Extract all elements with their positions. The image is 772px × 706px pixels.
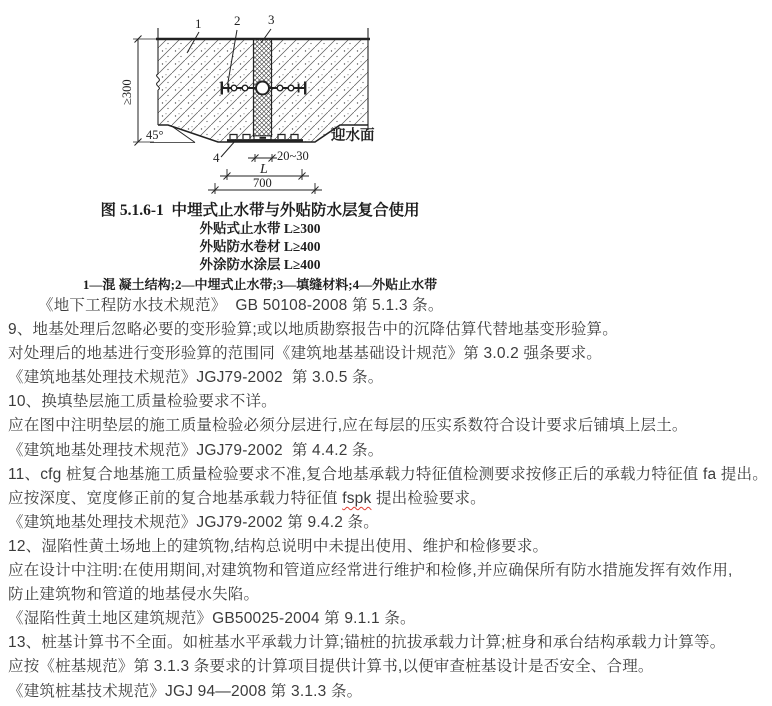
- body-line-1: 《地下工程防水技术规范》 GB 50108-2008 第 5.1.3 条。: [38, 297, 444, 314]
- body-line-3: 对处理后的地基进行变形验算的范围同《建筑地基基础设计规范》第 3.0.2 强条要求。: [8, 345, 602, 363]
- waterstop-detail-diagram: [120, 8, 430, 198]
- misspelled-term: fspk: [342, 489, 372, 507]
- water-face-label: 迎水面: [331, 128, 375, 144]
- body-line-9: [8, 487, 768, 511]
- figure-note-1: 外贴式止水带 L≥300: [199, 221, 321, 236]
- body-line-6: 应在图中注明垫层的施工质量检验必须分层进行,应在每层的压实系数符合设计要求后铺填上层土。: [8, 417, 688, 435]
- part-label-3: 3: [268, 12, 275, 27]
- dim-angle-label: 45°: [146, 128, 164, 142]
- body-line-4: 《建筑地基处理技术规范》JGJ79-2002 第 3.0.5 条。: [8, 369, 384, 387]
- body-line-2: 9、地基处理后忽略必要的变形验算;或以地质勘察报告中的沉降估算代替地基变形验算。: [8, 321, 618, 339]
- dim-gap-label: 20~30: [277, 149, 309, 163]
- dim-width-label: 700: [253, 176, 272, 190]
- body-line-15: 13、桩基计算书不全面。如桩基水平承载力计算;锚桩的抗拔承载力计算;桩身和承台结构承载力计算等。: [8, 634, 726, 652]
- body-line-9-post: 提出检验要求。: [371, 489, 486, 507]
- body-line-17: 《建筑桩基技术规范》JGJ 94—2008 第 3.1.3 条。: [8, 682, 363, 700]
- concrete-right: [272, 39, 368, 142]
- dim-height-label: ≥300: [120, 79, 134, 105]
- figure-note-2: 外贴防水卷材 L≥400: [199, 239, 321, 254]
- body-line-11: 12、湿陷性黄土场地上的建筑物,结构总说明中未提出使用、维护和检修要求。: [8, 537, 549, 555]
- dim-gap-lines: [248, 154, 277, 162]
- body-line-8: 11、cfg 桩复合地基施工质量检验要求不准,复合地基承载力特征值检测要求按修正后的承载力特征值 fa 提出。: [8, 465, 768, 483]
- body-line-14: 《湿陷性黄土地区建筑规范》GB50025-2004 第 9.1.1 条。: [8, 610, 416, 628]
- figure-caption: 图 5.1.6-1 中埋式止水带与外贴防水层复合使用: [100, 202, 420, 219]
- figure-legend: 1—混 凝土结构;2—中埋式止水带;3—填缝材料;4—外贴止水带: [82, 277, 438, 292]
- part-label-2: 2: [234, 13, 241, 28]
- part-label-1: 1: [195, 16, 202, 31]
- body-line-16: 应按《桩基规范》第 3.1.3 条要求的计算项目提供计算书,以便审查桩基设计是否安全、合理。: [8, 658, 654, 676]
- body-line-7: 《建筑地基处理技术规范》JGJ79-2002 第 4.4.2 条。: [8, 441, 384, 459]
- body-line-9-pre: 应按深度、宽度修正前的复合地基承载力特征值: [8, 489, 343, 507]
- body-line-12: 应在设计中注明:在使用期间,对建筑物和管道应经常进行维护和检修,并应确保所有防水措施发挥有效作用,: [8, 562, 733, 580]
- dim-L-label: L: [260, 162, 268, 177]
- body-line-5: 10、换填垫层施工质量检验要求不详。: [8, 393, 277, 411]
- document-body: [8, 294, 768, 704]
- body-line-10: 《建筑地基处理技术规范》JGJ79-2002 第 9.4.2 条。: [8, 513, 379, 531]
- body-line-13: 防止建筑物和管道的地基侵水失陷。: [8, 586, 260, 604]
- figure-caption-block: [40, 201, 480, 293]
- figure-note-3: 外涂防水涂层 L≥400: [199, 257, 321, 272]
- part-label-4: 4: [213, 150, 220, 165]
